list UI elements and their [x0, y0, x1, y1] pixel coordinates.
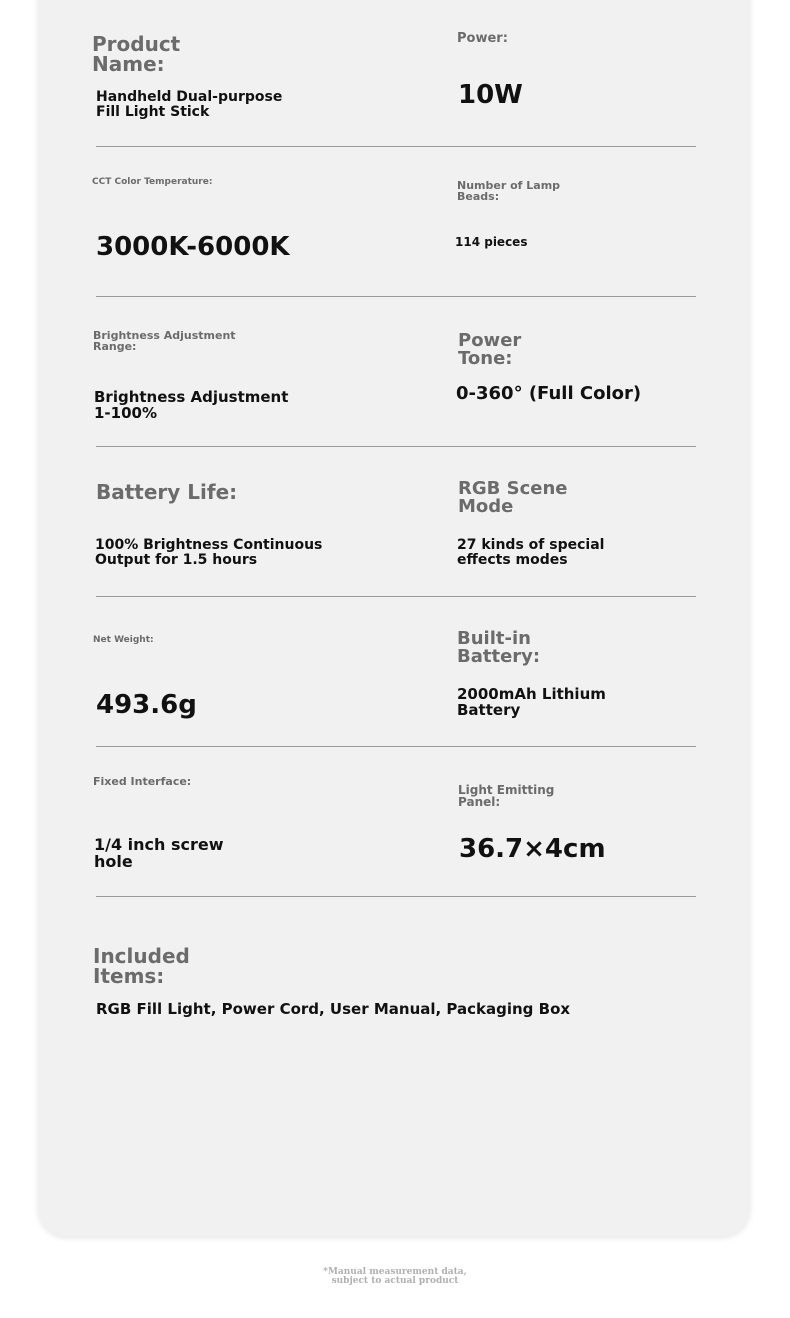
power-label — [457, 32, 508, 45]
builtin-battery-value — [457, 687, 606, 719]
brightness-range-label — [93, 330, 236, 352]
spec-card — [38, 0, 750, 1236]
spec-label: Included Items: — [93, 944, 190, 988]
spec-value: 493.6g — [96, 690, 197, 720]
included-items-value — [96, 1002, 570, 1018]
spec-label: Power Tone: — [458, 330, 522, 369]
divider — [96, 596, 696, 597]
spec-value: 3000K-6000K — [96, 232, 290, 262]
spec-value: 10W — [458, 80, 523, 110]
lamp-beads-value — [455, 236, 527, 249]
fixed-interface-value — [94, 837, 224, 871]
divider — [96, 746, 696, 747]
spec-label: Brightness Adjustment Range: — [93, 329, 236, 353]
spec-label: RGB Scene Mode — [458, 478, 568, 517]
divider — [96, 446, 696, 447]
spec-value: Brightness Adjustment 1-100% — [94, 388, 289, 422]
product-name-value — [96, 90, 282, 119]
spec-label: Power: — [457, 31, 508, 46]
power-tone-value — [456, 385, 641, 404]
spec-label: Number of Lamp Beads: — [457, 179, 561, 203]
builtin-battery-label — [457, 630, 540, 666]
power-value — [458, 82, 523, 109]
divider — [96, 146, 696, 147]
spec-value: RGB Fill Light, Power Cord, User Manual, Packaging Box — [96, 1000, 571, 1018]
spec-label: Built-in Battery: — [457, 628, 541, 667]
spec-label: Net Weight: — [93, 635, 154, 645]
net-weight-value — [96, 692, 197, 719]
spec-value: 27 kinds of special effects modes — [457, 537, 605, 568]
net-weight-label — [93, 636, 154, 645]
spec-label: CCT Color Temperature: — [92, 177, 213, 187]
rgb-scene-value — [457, 538, 604, 567]
lamp-beads-label — [457, 180, 560, 202]
included-items-label — [93, 946, 190, 986]
cct-value — [96, 234, 290, 261]
cct-label — [92, 178, 212, 187]
spec-value: 1/4 inch screw hole — [94, 835, 224, 871]
spec-value: 0-360° (Full Color) — [456, 383, 642, 404]
spec-value: 36.7×4cm — [459, 834, 606, 864]
spec-value: 100% Brightness Continuous Output for 1.5 hours — [95, 537, 323, 568]
battery-life-value — [95, 538, 322, 567]
spec-label: Fixed Interface: — [93, 775, 192, 788]
fixed-interface-label — [93, 776, 191, 787]
spec-label: Light Emitting Panel: — [458, 783, 555, 809]
power-tone-label — [458, 332, 521, 368]
spec-value: 114 pieces — [455, 235, 528, 249]
spec-label: Battery Life: — [96, 480, 238, 504]
light-panel-label — [458, 784, 554, 808]
measurement-footnote: *Manual measurement data, subject to actual product — [323, 1267, 467, 1286]
brightness-range-value — [94, 390, 288, 422]
divider — [96, 896, 696, 897]
rgb-scene-label — [458, 480, 568, 516]
spec-value: Handheld Dual-purpose Fill Light Stick — [96, 89, 283, 120]
product-name-label — [92, 34, 180, 74]
light-panel-value — [459, 836, 606, 863]
spec-label: Product Name: — [92, 32, 181, 76]
divider — [96, 296, 696, 297]
battery-life-label — [96, 482, 237, 502]
spec-value: 2000mAh Lithium Battery — [457, 685, 606, 719]
